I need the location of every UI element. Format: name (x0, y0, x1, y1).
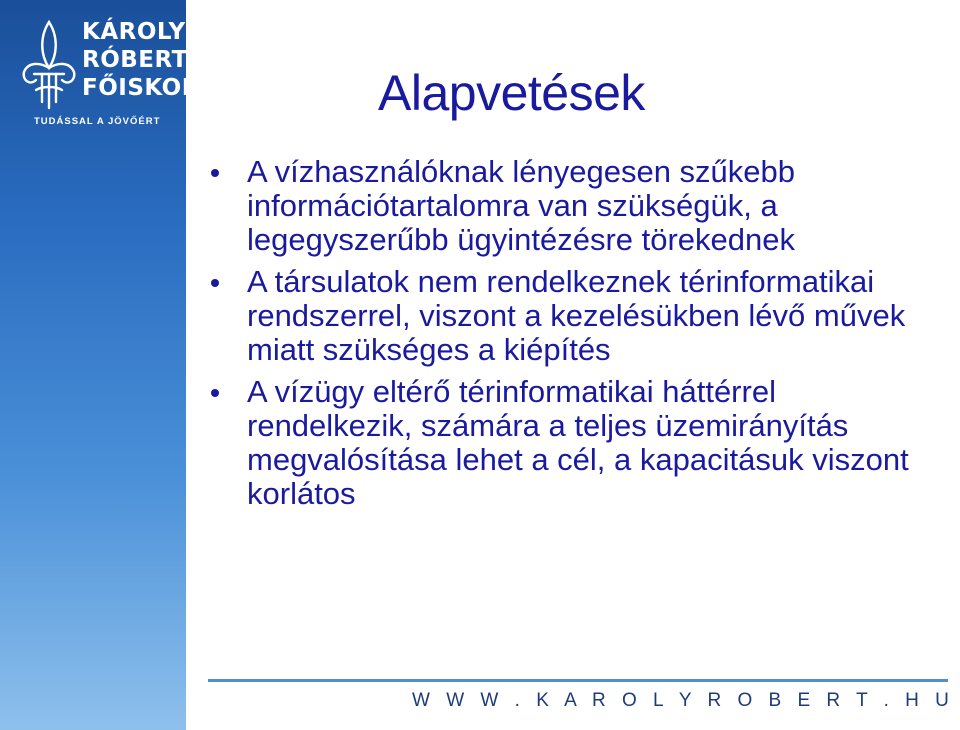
slide-title: Alapvetések (378, 65, 645, 121)
footer-divider (208, 679, 948, 682)
bullet-dot-icon (211, 279, 219, 287)
bullet-item (205, 375, 925, 511)
bullet-dot-icon (211, 389, 219, 397)
fleur-de-lis-icon (18, 16, 80, 116)
bullet-dot-icon (211, 169, 219, 177)
footer-website-url: W W W . K A R O L Y R O B E R T . H U (412, 690, 955, 711)
bullet-text: A vízügy eltérő térinformatikai háttérrel rendelkezik, számára a teljes üzemirányítás megvalósítása lehet a cél, a kapacitásuk viszont korlátos (247, 374, 909, 511)
bullet-text: A vízhasználóknak lényegesen szűkebb információtartalomra van szükségük, a legegyszerűbb ügyintézésre törekednek (247, 154, 796, 257)
bullet-item (205, 265, 925, 367)
college-name-line-2: RÓBERT (82, 47, 188, 73)
bullet-list (205, 155, 925, 519)
sidebar (0, 0, 216, 730)
bullet-item (205, 155, 925, 257)
college-tagline: TUDÁSSAL A JÖVŐÉRT (34, 116, 161, 127)
bullet-text: A társulatok nem rendelkeznek térinformatikai rendszerrel, viszont a kezelésükben lévő művek miatt szükséges a kiépítés (247, 264, 906, 367)
college-name-line-3: FŐISKOLA (82, 75, 216, 101)
college-name (82, 18, 215, 102)
college-name-line-1: KÁROLY (82, 19, 186, 45)
college-logo (18, 12, 216, 132)
